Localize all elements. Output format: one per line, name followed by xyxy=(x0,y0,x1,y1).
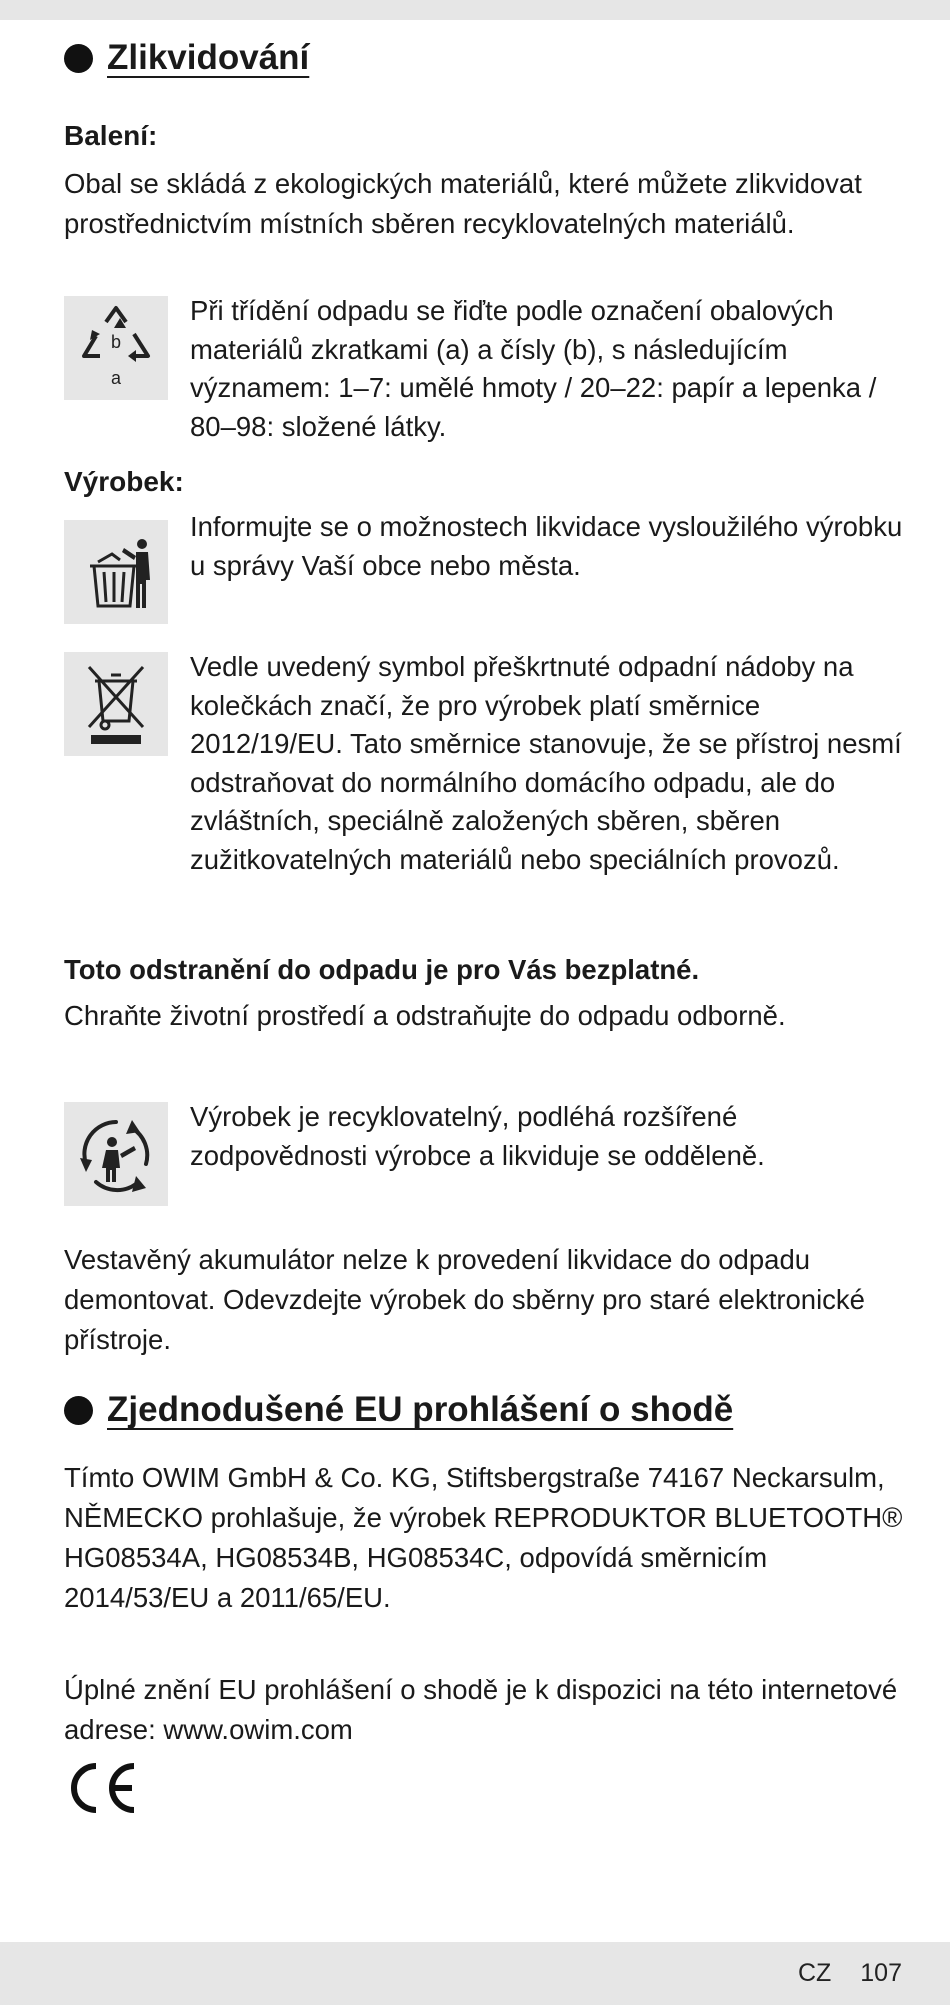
triman-text: Výrobek je recyklovatelný, podléhá rozšířené zodpovědnosti výrobce a likviduje se odděleně. xyxy=(190,1101,765,1171)
product-heading: Výrobek: xyxy=(64,466,184,497)
free-disposal-note: Toto odstranění do odpadu je pro Vás bezplatné. xyxy=(64,954,700,985)
bin-text: Informujte se o možnostech likvidace vysloužilého výrobku u správy Vaší obce nebo města. xyxy=(190,511,903,581)
svg-text:a: a xyxy=(110,368,122,388)
packaging-text: Obal se skládá z ekologických materiálů, které můžete zlikvidovat prostřednictvím místních sběren recyklovatelných materiálů. xyxy=(64,168,862,239)
disposal-title: Zlikvidování xyxy=(107,38,310,77)
declaration-text: Tímto OWIM GmbH & Co. KG, Stiftsbergstraße 74167 Neckarsulm, NĚMECKO prohlašuje, že výrobek REPRODUKTOR BLUETOOTH® HG08534A, HG08534B, HG08534C, odpovídá směrnicím 2014/53/EU a 2011/65/EU. xyxy=(64,1462,903,1613)
conformity-heading xyxy=(64,1388,733,1432)
page-number: 107 xyxy=(860,1959,902,1987)
svg-text:b: b xyxy=(110,332,122,352)
weee-text: Vedle uvedený symbol přeškrtnuté odpadní nádoby na kolečkách značí, že pro výrobek platí směrnice 2012/19/EU. Tato směrnice stanovuje, že se přístroj nesmí odstraňovat do normálního domácího odpadu, ale do zvláštních, speciálně založených sběren, sběren zužitkovatelných materiálů nebo speciálních provozů. xyxy=(190,651,902,875)
heading-bullet xyxy=(64,1396,93,1425)
availability-text: Úplné znění EU prohlášení o shodě je k dispozici na této internetové adrese: www.owim.com xyxy=(64,1674,898,1745)
person-waste-bin-icon xyxy=(64,520,168,624)
ce-mark-icon xyxy=(64,1760,140,1821)
disposal-heading xyxy=(64,36,309,80)
battery-note: Vestavěný akumulátor nelze k provedení likvidace do odpadu demontovat. Odevzdejte výrobek do sběrny pro staré elektronické přístroje. xyxy=(64,1244,865,1355)
language-code: CZ xyxy=(798,1959,832,1987)
recycling-code-text: Při třídění odpadu se řiďte podle označení obalových materiálů zkratkami (a) a čísly (b), s následujícím významem: 1–7: umělé hmoty / 20–22: papír a lepenka / 80–98: složené látky. xyxy=(190,295,877,442)
top-band xyxy=(0,0,950,20)
packaging-heading: Balení: xyxy=(64,120,158,151)
crossed-out-wheelie-bin-icon xyxy=(64,652,168,756)
triman-recycling-icon xyxy=(64,1102,168,1206)
heading-bullet xyxy=(64,44,93,73)
conformity-title: Zjednodušené EU prohlášení o shodě xyxy=(107,1390,734,1429)
environment-note: Chraňte životní prostředí a odstraňujte do odpadu odborně. xyxy=(64,1000,786,1031)
page-footer xyxy=(798,1942,902,2005)
recycling-code-icon xyxy=(64,296,168,400)
